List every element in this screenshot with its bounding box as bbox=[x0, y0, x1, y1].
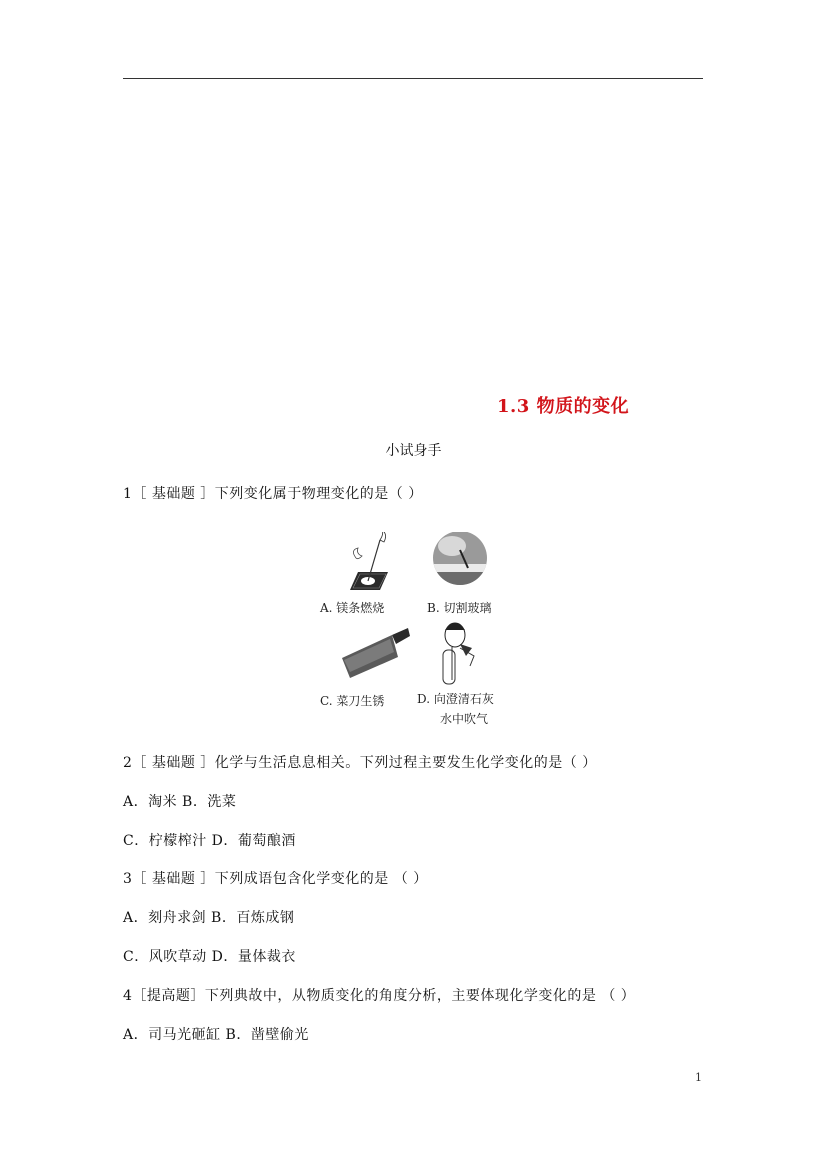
question-1-figure bbox=[310, 532, 520, 727]
figure-label-d-line1: D. 向澄清石灰 bbox=[417, 692, 494, 706]
question-2-options-row-2: C．柠檬榨汁 D．葡萄酿酒 bbox=[123, 833, 296, 849]
question-4-options-row-1: A．司马光砸缸 B．凿壁偷光 bbox=[123, 1027, 309, 1043]
page-number: 1 bbox=[695, 1071, 702, 1084]
figure-label-b: B. 切割玻璃 bbox=[427, 601, 492, 615]
question-2-options-row-1: A．淘米 B．洗菜 bbox=[123, 794, 237, 810]
figure-label-a: A. 镁条燃烧 bbox=[320, 601, 385, 615]
figure-label-d-line2: 水中吹气 bbox=[440, 712, 489, 726]
magnesium-burning-image bbox=[350, 532, 388, 590]
rusted-knife-image bbox=[342, 628, 410, 678]
question-4-stem: 4［提高题］下列典故中，从物质变化的角度分析，主要体现化学变化的是 （ ） bbox=[123, 988, 636, 1004]
header-rule bbox=[123, 78, 703, 79]
question-2-stem: 2［ 基础题 ］化学与生活息息相关。下列过程主要发生化学变化的是（ ） bbox=[123, 755, 597, 771]
glass-cutting-image bbox=[430, 532, 490, 586]
figure-label-c: C. 菜刀生锈 bbox=[320, 694, 385, 708]
question-1-stem: 1［ 基础题 ］下列变化属于物理变化的是（ ） bbox=[123, 486, 423, 502]
question-3-options-row-2: C．风吹草动 D．量体裁衣 bbox=[123, 949, 296, 965]
section-heading: 小试身手 bbox=[385, 443, 442, 459]
question-3-stem: 3［ 基础题 ］下列成语包含化学变化的是 （ ） bbox=[123, 871, 428, 887]
page-title: 1.3 物质的变化 bbox=[497, 396, 630, 417]
limewater-test-image bbox=[443, 623, 474, 684]
question-3-options-row-1: A．刻舟求剑 B．百炼成钢 bbox=[123, 910, 295, 926]
